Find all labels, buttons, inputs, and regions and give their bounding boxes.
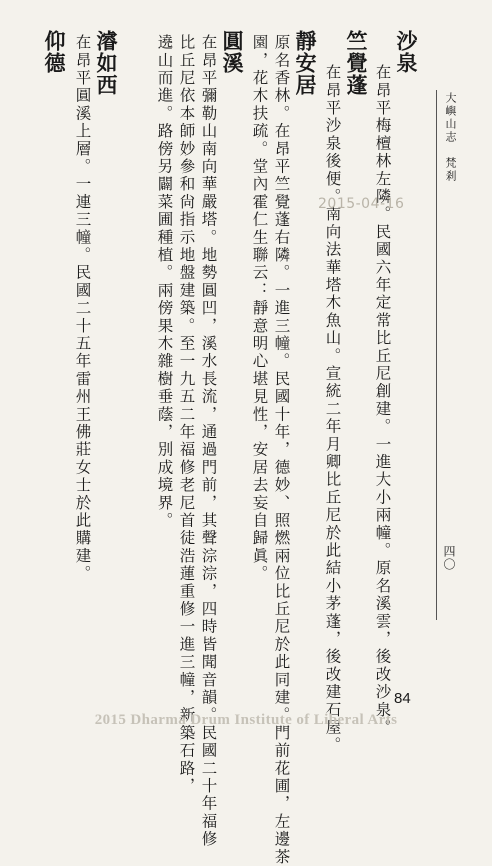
section-title: 梵剎 [444,157,457,183]
entry-text: 在昂平沙泉後便。南向法華塔木魚山。宣統二年月卿比丘尼於此結小茅蓬，後改建石屋。 [323,64,342,755]
page-number: 84 [394,690,411,707]
page-number-chinese: 四〇 [442,545,456,571]
entry-title: 濬如西 [94,30,119,96]
entry-text: 比丘尼依本師妙參和尙指示地盤建築。至一九五二年福修老尼首徒浩蓮重修一進三幢，新築石路， [177,34,196,796]
watermark: 2015 Dharma Drum Institute of Liberal Arts [94,712,398,728]
entry-text: 園，花木扶疏。堂內霍仁生聯云：靜意明心堪見性，安居去妄自歸眞。 [250,34,269,583]
entry-text: 在昂平圓溪上層。一連三幢。民國二十五年雷州王佛莊女士於此購建。 [73,34,92,583]
entry-text: 原名香林。在昂平竺覺蓬右隣。一進三幢。民國十年，德妙、照燃兩位比丘尼於此同建。門前花圃，左邊茶 [272,34,291,866]
entry-title: 仰德 [42,30,67,74]
entry-text: 在昂平彌勒山南向華嚴塔。地勢圓凹，溪水長流，通過門前，其聲淙淙，四時皆聞音韻。民國二十年福修 [199,34,218,849]
entry-text: 遶山而進。路傍另闢菜圃種植。兩傍果木雜樹垂蔭，別成境界。 [155,34,174,530]
entry-title: 靜安居 [293,30,318,96]
entry-title: 沙泉 [394,30,419,74]
header-rule [436,90,437,620]
entry-title: 圓溪 [220,30,245,74]
entry-title: 竺覺蓬 [344,30,369,96]
entry-text: 在昂平梅檀林左隣。民國六年定常比丘尼創建。一進大小兩幢。原名溪雲，後改沙泉。 [373,64,392,737]
date-stamp: 2015-04-16 [318,196,405,212]
running-header [442,92,458,183]
book-title: 大嶼山志 [444,92,457,144]
